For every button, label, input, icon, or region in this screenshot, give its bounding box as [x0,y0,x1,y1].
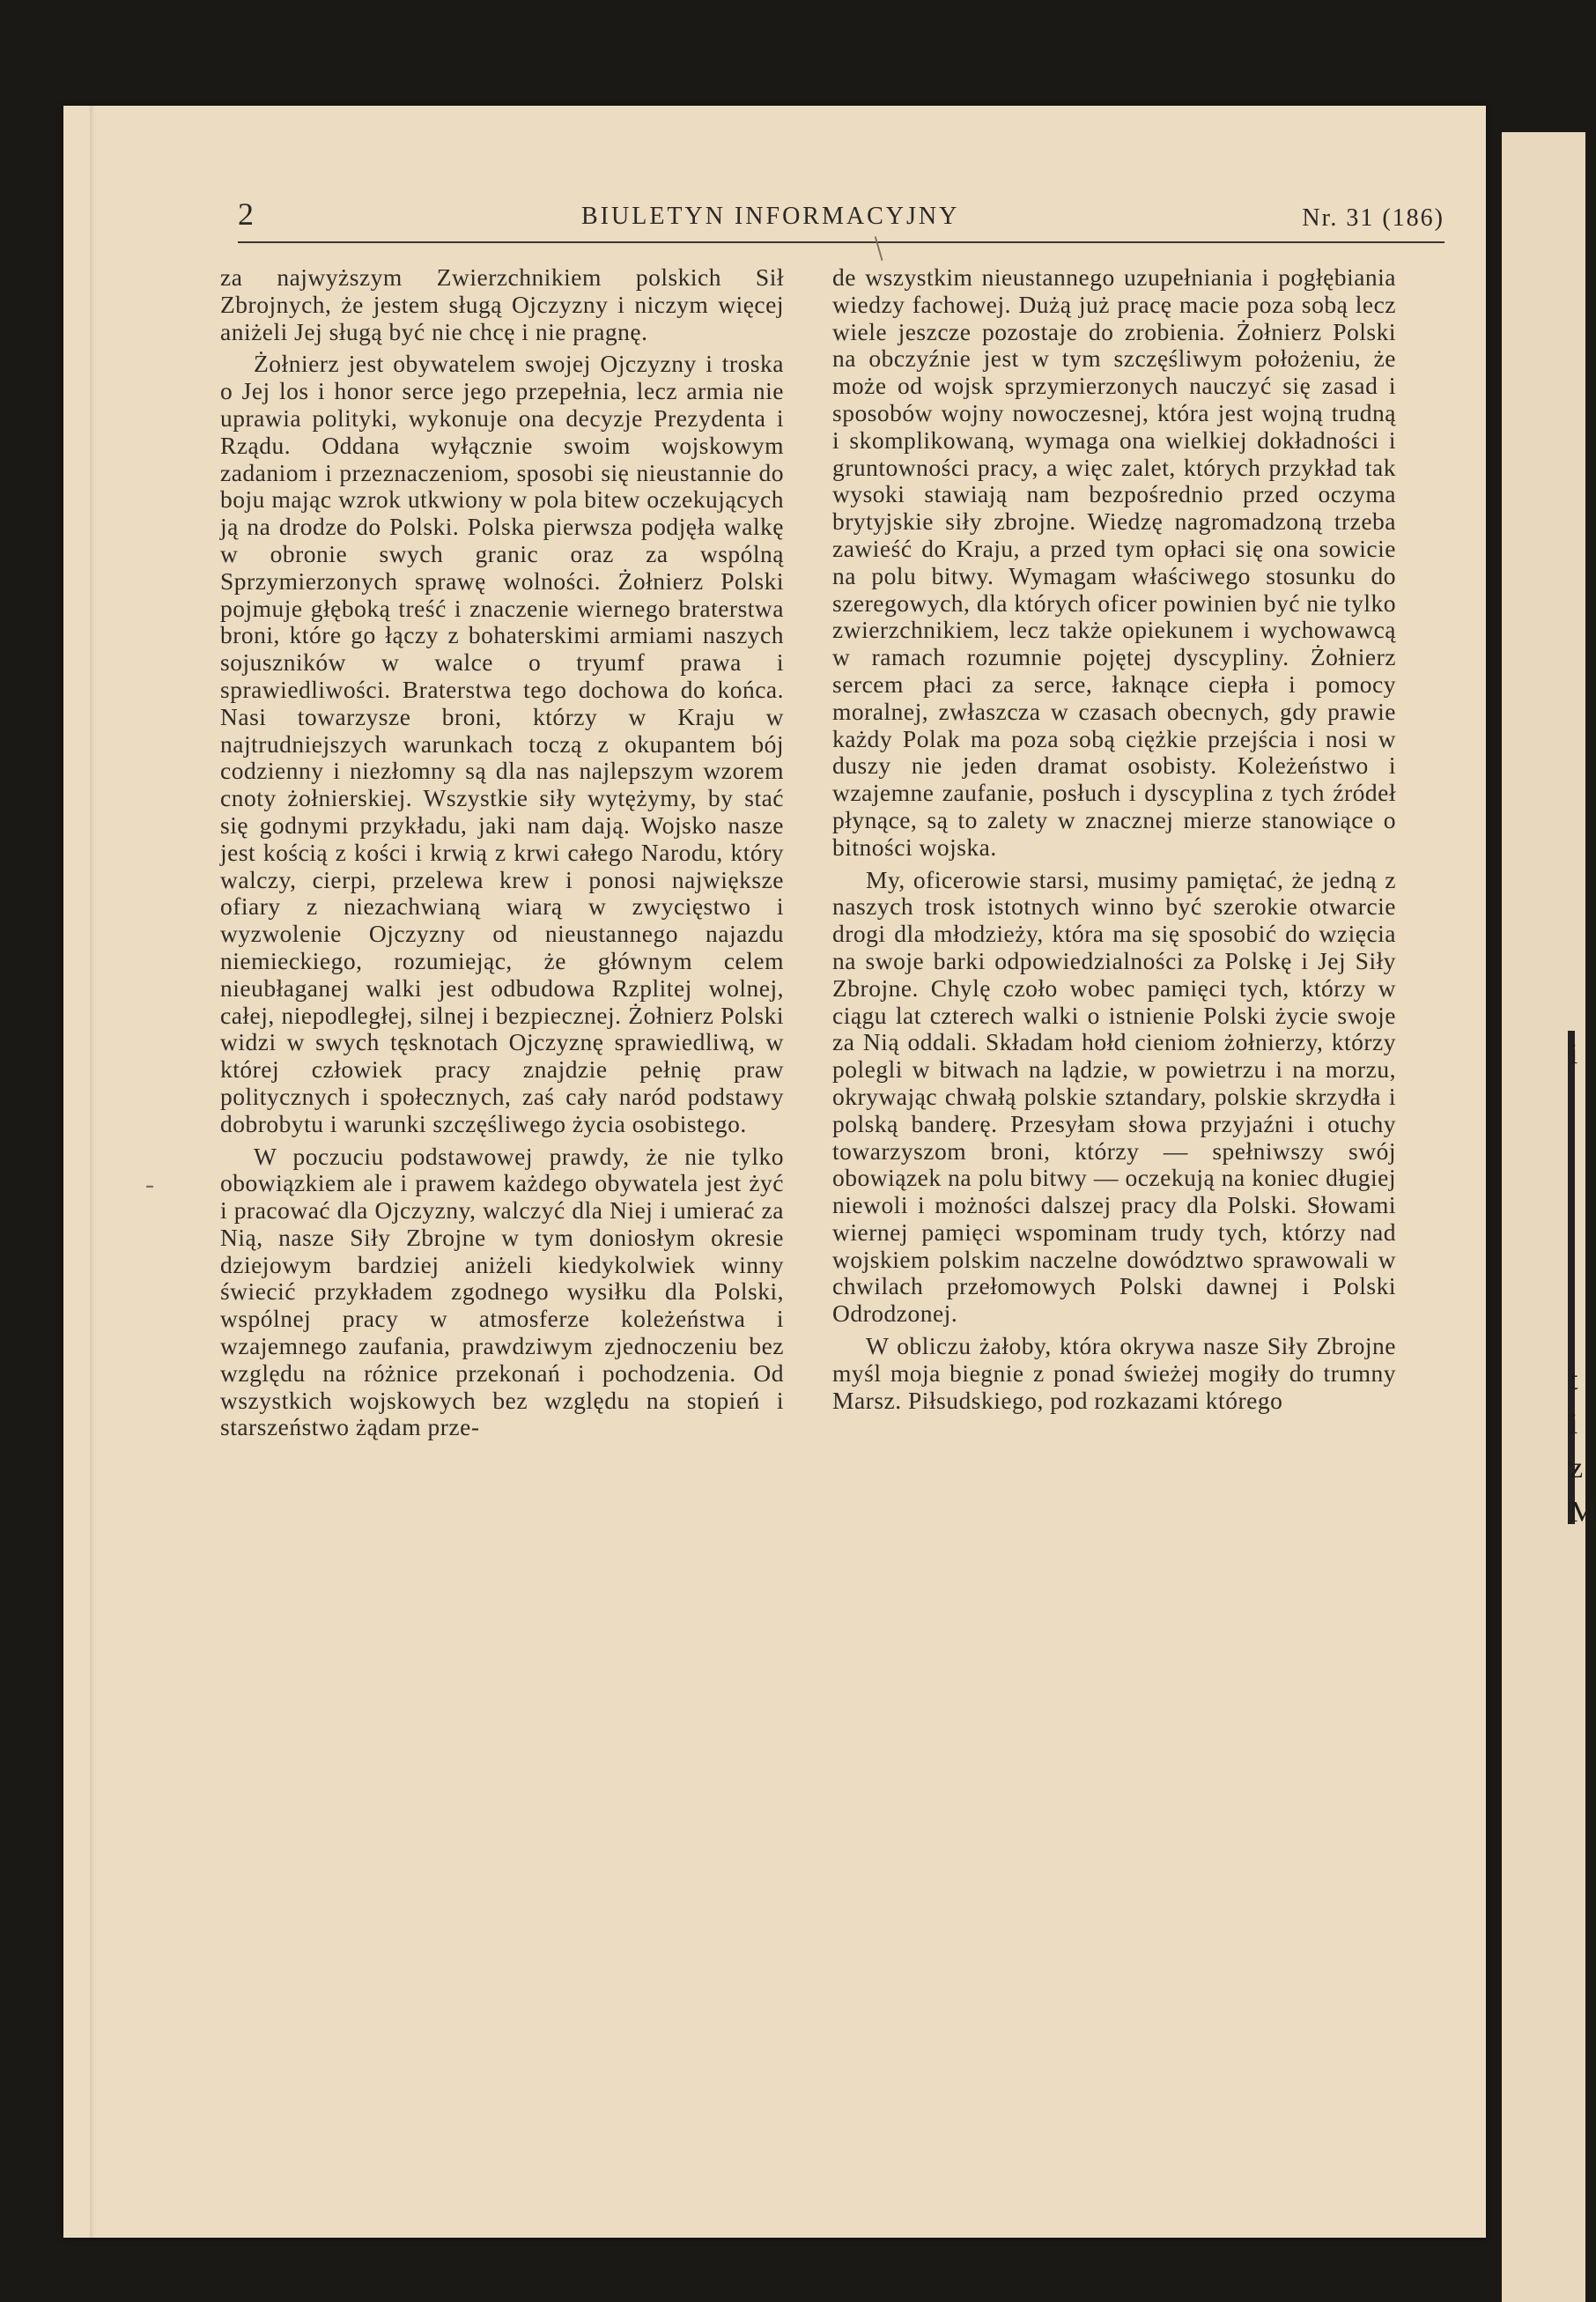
edge-fragment: z [1570,1452,1584,1484]
edge-fragment: t [1570,1364,1578,1396]
running-title: BIULETYN INFORMACYJNY [581,203,960,230]
paragraph: Żołnierz jest obywatelem swojej Ojczyzny i troska o Jej los i honor serce jego przepełnia, lecz armia nie uprawia polityki, wykonuje ona decyzje Prezydenta i Rządu. Oddana wyłącznie swoim wojskowym zadaniom i przeznaczeniom, sposobi się nieustannie do boju mając wzrok utkwiony w pola bitew oczekujących ją na drodze do Polski. Polska pierwsza podjęła walkę w obronie swych granic oraz za wspólną Sprzymierzonych sprawę wolności. Żołnierz Polski pojmuje głęboką treść i znaczenie wiernego braterstwa broni, które go łączy z bohaterskimi armiami naszych sojuszników w walce o tryumf prawa i sprawiedliwości. Braterstwa tego dochowa do końca. Nasi towarzysze broni, którzy w Kraju w najtrudniejszych warunkach toczą z okupantem bój codzienny i niezłomny są dla nas najlepszym wzorem cnoty żołnierskiej. Wszystkie siły wytężymy, by stać się godnymi przykładu, jaki nam dają. Wojsko nasze jest kością z kości i krwią z krwi całego Narodu, który walczy, cierpi, przelewa krew i ponosi największe ofiary z niezachwianą wiarą w zwycięstwo i wyzwolenie Ojczyzny od nieustannego najazdu niemieckiego, rozumiejąc, że głównym celem nieubłaganej walki jest odbudowa Rzplitej wolnej, całej, niepodległej, silnej i bezpiecznej. Żołnierz Polski widzi w swych tęsknotach Ojczyznę sprawiedliwą, w której człowiek pracy znajdzie pełnię praw politycznych i społecznych, zaś cały naród podstawy dobrobytu i warunki szczęśliwego życia osobistego. [220,350,784,1137]
paragraph: de wszystkim nieustannego uzupełniania i pogłębiania wiedzy fachowej. Dużą już pracę macie poza sobą lecz wiele jeszcze pozostaje do zrobienia. Żołnierz Polski na obczyźnie jest w tym szczęśliwym położeniu, że może od wojsk sprzymierzonych nauczyć się zasad i sposobów wojny nowoczesnej, która jest wojną trudną i skomplikowaną, wymaga ona wielkiej dokładności i gruntowności pracy, a więc zalet, których przykład tak wysoki stawiają nam bezpośrednio przed oczyma brytyjskie siły zbrojne. Wiedzę nagromadzoną trzeba zawieść do Kraju, a przed tym opłaci się ona sowicie na polu bitwy. Wymagam właściwego stosunku do szeregowych, dla których oficer powinien być nie tylko zwierzchnikiem, lecz także opiekunem i wychowawcą w ramach rozumnie pojętej dyscypliny. Żołnierz sercem płaci za serce, łaknące ciepła i pomocy moralnej, zwłaszcza w czasach obecnych, gdy prawie każdy Polak ma poza sobą ciężkie przejścia i nosi w duszy nie jeden dramat osobisty. Koleżeństwo i wzajemne zaufanie, posłuch i dyscyplina z tych źródeł płynące, są to zalety w znacznej mierze stanowiące o bitności wojska. [832,263,1396,861]
adjacent-page-text-strip [1568,1031,1575,1524]
paragraph: za najwyższym Zwierzchnikiem polskich Sił Zbrojnych, że jestem sługą Ojczyzny i niczym więcej aniżeli Jej sługą być nie chcę i nie pragnę. [220,263,784,345]
paragraph: W obliczu żałoby, która okrywa nasze Siły Zbrojne myśl moja biegnie z ponad świeżej mogiły do trumny Marsz. Piłsudskiego, pod rozkazami którego [832,1332,1396,1414]
paragraph: W poczuciu podstawowej prawdy, że nie tylko obowiązkiem ale i prawem każdego obywatela jest żyć i pracować dla Ojczyzny, walczyć dla Niej i umierać za Nią, nasze Siły Zbrojne w tym doniosłym okresie dziejowym bardziej aniżeli kiedykolwiek winny świecić przykładem zgodnego wysiłku dla Polski, wspólnej pracy w atmosferze koleżeństwa i wzajemnego zaufania, prawdziwym zjednoczeniu bez względu na różnice przekonań i pochodzenia. Od wszystkich wojskowych bez względu na stopień i starszeństwo żądam prze- [220,1142,784,1441]
paragraph: My, oficerowie starsi, musimy pamiętać, że jedną z naszych trosk istotnych winno być szerokie otwarcie drogi dla młodzieży, która ma się sposobić do wzięcia na swoje barki odpowiedzialności za Polskę i Jej Siły Zbrojne. Chylę czoło wobec pamięci tych, którzy w ciągu lat czterech walki o istnienie Polski życie swoje za Nią oddali. Składam hołd cieniom żołnierzy, którzy polegli w bitwach na lądzie, w powietrzu i na morzu, okrywając chwałą polskie sztandary, polskie skrzydła i polską banderę. Przesyłam słowa przyjaźni i otuchy towarzyszom broni, którzy — spełniwszy swój obowiązek na polu bitwy — oczekują na koniec długiej niewoli i możności dalszej pracy dla Polski. Słowami wiernej pamięci wspominam trudy tych, którzy nad wojskiem polskim naczelne dowództwo sprawowali w chwilach przełomowych Polski dawnej i Polski Odrodzonej. [832,865,1396,1328]
edge-fragment: i [1570,1038,1578,1070]
right-column [832,264,1396,1414]
page-number: 2 [238,196,254,232]
pencil-mark: - [145,1170,154,1199]
pencil-mark: / [862,228,894,268]
page-fold-shadow [90,106,95,2238]
left-column [220,264,784,1441]
running-header [238,192,1445,243]
edge-fragment: M [1570,1496,1596,1528]
issue-number: Nr. 31 (186) [1302,204,1445,232]
edge-fragment: i [1570,1408,1578,1440]
